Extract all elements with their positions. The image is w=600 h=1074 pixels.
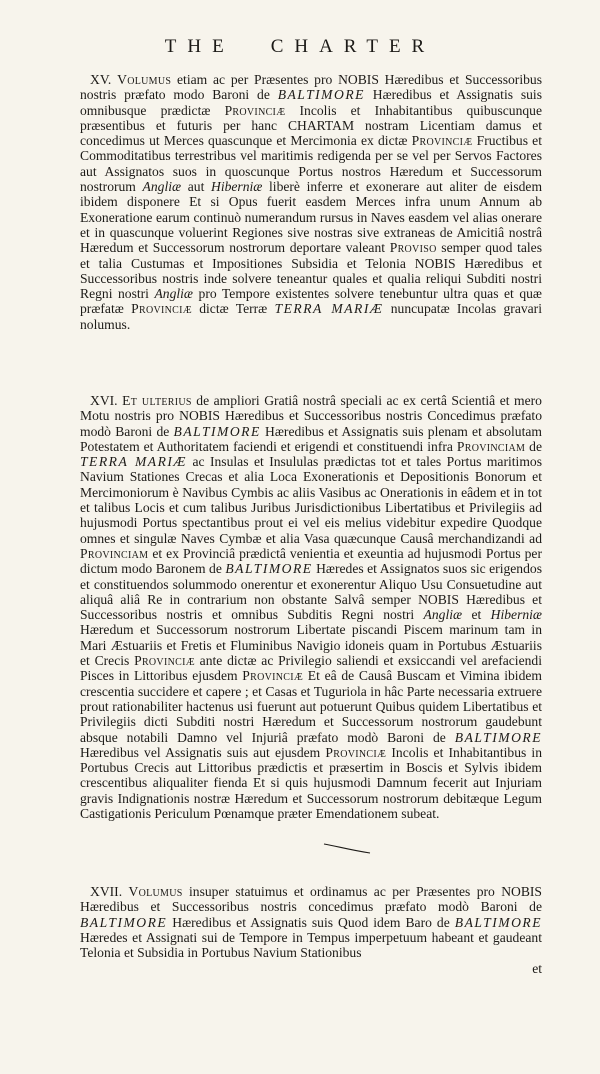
proper-name: BALTIMORE	[225, 561, 313, 577]
section-paragraph	[80, 884, 542, 960]
charter-text: insuper statuimus et ordinamus ac per Præsentes pro NOBIS Hæredibus et Successoribus nostris concedimus præfato modò Baroni de	[80, 884, 542, 915]
charter-text: Provinciæ	[325, 744, 387, 760]
charter-text: et ex Provinciâ prædictâ venientia et exeuntia ad hujusmodi Portus per dictum modo Baronem de	[80, 545, 542, 577]
section-paragraph	[80, 72, 542, 332]
charter-text: Angliæ	[423, 607, 463, 623]
charter-text: Hæredibus et Assignatis suis omnibusque prædictæ	[80, 87, 542, 118]
charter-text: Provinciæ	[224, 102, 286, 118]
proper-name: TERRA MARIÆ	[80, 454, 188, 470]
charter-text: Hæredibus et Assignatis suis plenam et absolutam Potestatem et Authoritatem faciendi et erigendi et constituendi infra	[80, 423, 542, 454]
section-xv	[80, 72, 542, 332]
flourish-ornament	[322, 840, 374, 856]
charter-text: Et ulterius	[122, 393, 192, 408]
proper-name: TERRA MARIÆ	[274, 301, 384, 317]
proper-name: BALTIMORE	[80, 914, 168, 930]
charter-text: Fructibus et Commoditatibus terrestribus vel maritimis redigenda per se vel per Servos Factores aut Assignatos suos in quoscunque Portus nostros Hæredum et Successorum nostrorum	[80, 133, 542, 195]
proper-name: BALTIMORE	[454, 729, 542, 745]
charter-text: Volumus	[117, 72, 172, 87]
running-head-left: THE	[164, 36, 235, 57]
charter-text: nuncupatæ Incolas gravari nolumus.	[80, 301, 542, 332]
charter-text: Proviso	[389, 240, 437, 256]
charter-text: Hæredes et Assignatos suos sic erigendos et constituendos solummodo onerentur et exonerentur Aliquo Usu Consuetudine aut aliquâ aliâ Re in contrarium non obstante Salvâ semper NOBIS Hæredibus et Successoribus nostris et omnibus Subditis Regni nostri	[80, 561, 542, 623]
charter-text: Hæredum et Successorum nostrorum Libertate piscandi Piscem marinum tam in Mari Æstuariis et Fretis et Fluminibus Navigio idoneis quam in Portubus Æstuariis et Crecis	[80, 622, 542, 669]
charter-text: Angliæ	[142, 179, 182, 195]
proper-name: BALTIMORE	[173, 423, 261, 439]
proper-name: BALTIMORE	[454, 914, 542, 930]
charter-text: Hæredes et Assignati sui de Tempore in Tempus imperpetuum habeant et gaudeant Telonia et Subsidia in Portubus Navium Stationibus	[80, 929, 542, 961]
charter-text: Incolis et Inhabitantibus in Portubus Crecis aut Littoribus prædictis et præsertim in Boscis et Sylvis ibidem crescentibus aliqualiter fienda Et si quis hujusmodi Damnum fecerit aut Injuriam gravis Indignationis nostræ Hæredum et Successorum nostrorum debitæque Legum Castigationis Periculum Pœnamque præter Emendationem subeat.	[80, 744, 543, 822]
proper-name: BALTIMORE	[277, 87, 365, 103]
charter-text: Provinciæ	[411, 133, 473, 149]
section-number: XV.	[90, 72, 112, 87]
charter-text: ante dictæ ac Privilegio saliendi et exsiccandi vel arefaciendi Pisces in Littoribus ejusdem	[80, 653, 542, 684]
charter-text: Angliæ	[154, 286, 194, 302]
charter-text: aut	[181, 179, 211, 195]
charter-text: pro Tempore existentes solvere tenebuntur ultra quas et quæ præfatæ	[80, 286, 542, 317]
charter-text: Hæredibus et Assignatis suis Quod idem Baro de	[167, 914, 455, 930]
charter-text: de ampliori Gratiâ nostrâ speciali ac ex certâ Scientiâ et mero Motu nostris pro NOBIS Hæredibus et Successoribus nostris Concedimus præfato modò Baroni de	[80, 393, 542, 439]
charter-text: Provinciæ	[134, 653, 195, 669]
section-xvii	[80, 884, 542, 960]
charter-text: etiam ac per Præsentes pro NOBIS Hæredibus et Successoribus nostris præfato modo Baroni de	[80, 72, 542, 103]
charter-text: Provinciam	[456, 438, 526, 454]
catchword: et	[532, 961, 542, 976]
charter-text: liberè inferre et exonerare aut aliter de eisdem ibidem disponere Et si Opus fuerit easdem Merces infra unum Annum ab Exoneratione earum continuò numerandum rursus in Naves easdem vel alias onerare et in quascunque voluerint Regiones sive nostras sive extraneas de Amicitiâ nostrâ Hæredum et Successorum nostrorum deportare valeant	[80, 179, 543, 256]
section-xvi	[80, 393, 542, 821]
section-paragraph	[80, 393, 542, 821]
charter-text: Provinciæ	[242, 668, 304, 684]
charter-text: Hiberniæ	[211, 179, 263, 195]
charter-text: Volumus	[128, 884, 183, 899]
section-number: XVII.	[90, 884, 123, 899]
running-head-right: CHARTER	[270, 36, 436, 57]
running-head	[0, 36, 600, 58]
charter-text: ac Insulas et Insululas prædictas tot et tales Portus maritimos Navium Stationes Crecas et alia Loca Exonerationis et Depositionis Bonorum et Mercimoniorum è Navibus Cymbis ac aliis Vasibus ac Onerationis in eâdem et in tot et talibus Locis et cum talibus Juribus Jurisdictionibus Libertatibus et Privilegiis ad hujusmodi Portus spectantibus prout ei vel eis melius videbitur expedire Quodque omnes et singulæ Naves Cymbæ et alia Vasa quæcunque Causâ merchandizandi ad	[80, 454, 542, 546]
charter-text: semper quod tales et talia Custumas et Impositiones Subsidia et Telonia NOBIS Hæredibus et Successoribus nostris inde solvere teneantur quales et qualia reliqui Subditi nostri Regni nostri	[80, 240, 542, 302]
charter-text: Provinciæ	[131, 301, 192, 317]
charter-text: Incolis et Inhabitantibus quibuscunque præsentibus et futuris per hanc CHARTAM nostram Licentiam damus et concedimus ut Merces quascunque et Mercimonia ex dictæ	[80, 102, 542, 149]
section-number: XVI.	[90, 393, 118, 408]
charter-text: de	[525, 438, 542, 454]
charter-text: dictæ Terræ	[191, 301, 275, 317]
charter-text: Provinciam	[80, 545, 149, 561]
charter-text: Et eâ de Causâ Buscam et Vimina ibidem crescentia succidere et capere ; et Casas et Tuguriola in hâc Parte necessaria extruere prout rationabiliter hactenus usi fuerunt aut potuerunt Quibus quidem Libertatibus et Privilegiis dicti Subditi nostri Hæredum et Successorum nostrorum gaudebunt absque notabili Damno vel Injuriâ præfato modò Baroni de	[80, 668, 542, 745]
charter-text: Hiberniæ	[490, 607, 542, 623]
charter-text: et	[462, 607, 491, 623]
charter-text: Hæredibus vel Assignatis suis aut ejusdem	[80, 744, 326, 760]
